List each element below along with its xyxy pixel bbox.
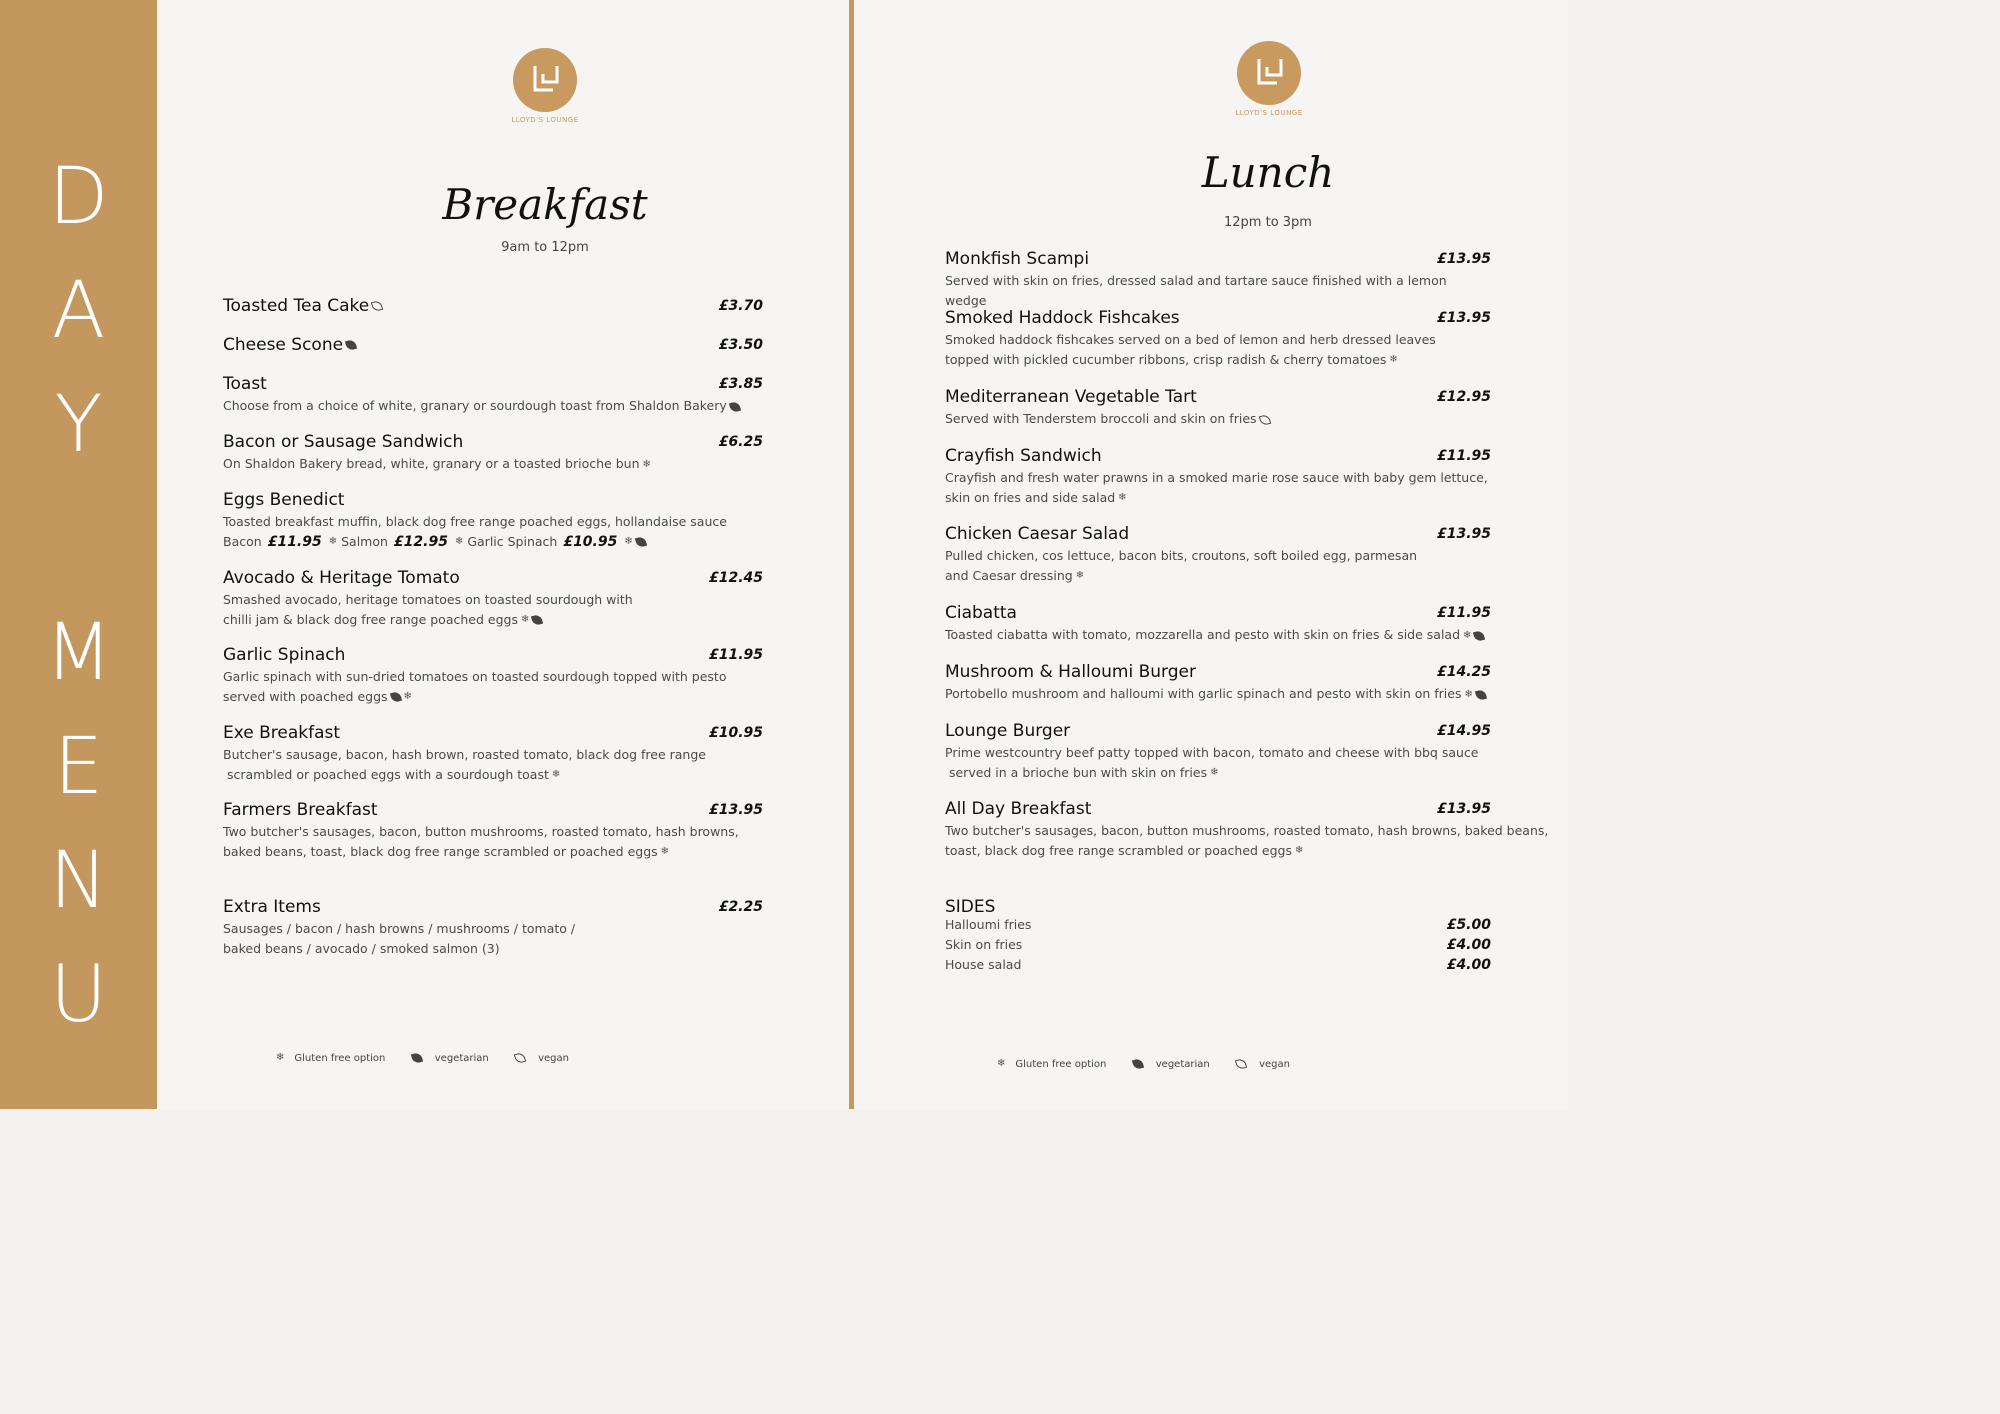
sidebar-letter: E bbox=[53, 722, 104, 812]
item-name: Smoked Haddock Fishcakes bbox=[945, 308, 1180, 328]
option-price: £11.95 bbox=[267, 533, 322, 550]
item-price: £13.95 bbox=[1436, 801, 1491, 817]
menu-item bbox=[945, 308, 1491, 370]
option-price: £10.95 bbox=[563, 533, 618, 550]
item-price: £11.95 bbox=[1436, 448, 1491, 464]
gluten-free-icon: ❄ bbox=[660, 846, 670, 858]
menu-item bbox=[223, 645, 763, 707]
gluten-free-icon: ❄ bbox=[1463, 629, 1472, 641]
menu-item bbox=[945, 524, 1491, 586]
item-description: Toasted ciabatta with tomato, mozzarella and pesto with skin on fries & side salad bbox=[945, 627, 1461, 642]
vegan-icon bbox=[1235, 1057, 1247, 1069]
logo-mark-icon bbox=[513, 48, 577, 112]
item-description: Pulled chicken, cos lettuce, bacon bits, croutons, soft boiled egg, parmesan bbox=[945, 548, 1418, 563]
lunch-hours: 12pm to 3pm bbox=[1224, 215, 1312, 230]
vegetarian-icon bbox=[1473, 629, 1485, 641]
item-name: All Day Breakfast bbox=[945, 799, 1092, 819]
item-name: Lounge Burger bbox=[945, 721, 1071, 741]
brand-logo bbox=[485, 48, 605, 124]
vegetarian-icon bbox=[410, 1051, 422, 1063]
gluten-free-icon: ❄ bbox=[520, 614, 530, 626]
item-description: On Shaldon Bakery bread, white, granary or a toasted brioche bun bbox=[223, 456, 640, 471]
item-description: Butcher's sausage, bacon, hash brown, roasted tomato, black dog free range bbox=[223, 747, 706, 762]
item-description: and Caesar dressing bbox=[945, 567, 1073, 583]
gluten-free-icon: ❄ bbox=[1389, 354, 1398, 366]
sides-title: SIDES bbox=[945, 897, 996, 917]
menu-item bbox=[945, 721, 1491, 783]
item-description: Garlic spinach with sun-dried tomatoes on toasted sourdough topped with pesto bbox=[223, 669, 727, 684]
item-name: Mushroom & Halloumi Burger bbox=[945, 662, 1196, 682]
item-description: served with poached eggs bbox=[223, 688, 388, 704]
item-price: £12.95 bbox=[1436, 389, 1491, 405]
gluten-free-icon: ❄ bbox=[1210, 767, 1219, 779]
item-price: £14.95 bbox=[1436, 723, 1491, 739]
lunch-title: Lunch bbox=[1201, 148, 1335, 197]
menu-item bbox=[945, 446, 1491, 508]
item-description: chilli jam & black dog free range poached eggs bbox=[223, 611, 518, 627]
brand-logo bbox=[1209, 41, 1329, 117]
gluten-free-icon: ❄ bbox=[328, 536, 338, 548]
gluten-free-icon: ❄ bbox=[997, 1058, 1006, 1069]
logo-mark-icon bbox=[1237, 41, 1301, 105]
item-description: Two butcher's sausages, bacon, button mushrooms, roasted tomato, hash browns, bbox=[223, 824, 739, 839]
gluten-free-icon: ❄ bbox=[624, 536, 633, 548]
vegan-icon bbox=[514, 1051, 526, 1063]
dietary-legend bbox=[994, 1058, 1310, 1070]
menu-item bbox=[223, 374, 763, 416]
item-description: Served with Tenderstem broccoli and skin on fries bbox=[945, 411, 1257, 426]
item-name: Eggs Benedict bbox=[223, 490, 345, 510]
sidebar-letter: U bbox=[49, 950, 108, 1040]
menu-item bbox=[223, 490, 763, 552]
item-name: Cheese Scone bbox=[223, 335, 344, 355]
item-name: Toasted Tea Cake bbox=[223, 296, 370, 316]
item-description: Crayfish and fresh water prawns in a smoked marie rose sauce with baby gem lettuce, bbox=[945, 470, 1488, 485]
item-price: £13.95 bbox=[1436, 251, 1491, 267]
item-price: £13.95 bbox=[1436, 310, 1491, 326]
gluten-free-icon: ❄ bbox=[551, 769, 561, 781]
item-price: £3.50 bbox=[718, 337, 763, 353]
item-name: Avocado & Heritage Tomato bbox=[223, 568, 460, 588]
item-description: Portobello mushroom and halloumi with garlic spinach and pesto with skin on fries bbox=[945, 686, 1462, 701]
sidebar-letter: D bbox=[48, 152, 109, 242]
logo-caption: LLOYD'S LOUNGE bbox=[1235, 109, 1303, 117]
breakfast-hours: 9am to 12pm bbox=[501, 240, 589, 255]
vegan-icon bbox=[371, 300, 383, 312]
gluten-free-icon: ❄ bbox=[1075, 570, 1085, 582]
breakfast-title: Breakfast bbox=[442, 180, 648, 229]
item-description: topped with pickled cucumber ribbons, crisp radish & cherry tomatoes bbox=[945, 351, 1387, 367]
item-description: Sausages / bacon / hash browns / mushrooms / tomato / bbox=[223, 921, 576, 936]
menu-item bbox=[945, 662, 1491, 704]
item-name: Extra Items bbox=[223, 897, 321, 917]
menu-item bbox=[223, 897, 763, 958]
item-description: Choose from a choice of white, granary or sourdough toast from Shaldon Bakery bbox=[223, 398, 727, 413]
item-description: Served with skin on fries, dressed salad and tartare sauce finished with a lemon wedge bbox=[945, 273, 1447, 308]
item-description: Toasted breakfast muffin, black dog free range poached eggs, hollandaise sauce bbox=[223, 514, 727, 529]
dietary-legend bbox=[273, 1052, 589, 1064]
menu-item bbox=[223, 723, 763, 785]
item-description: Smoked haddock fishcakes served on a bed of lemon and herb dressed leaves bbox=[945, 332, 1436, 347]
sidebar bbox=[0, 0, 157, 1109]
option-label: Garlic Spinach bbox=[467, 533, 558, 549]
option-price: £12.95 bbox=[393, 533, 448, 550]
item-name: Crayfish Sandwich bbox=[945, 446, 1102, 466]
item-price: £3.70 bbox=[718, 298, 763, 314]
item-price: £2.25 bbox=[718, 899, 763, 915]
gluten-free-icon: ❄ bbox=[642, 458, 651, 470]
item-price: £3.85 bbox=[718, 376, 763, 392]
vegan-icon bbox=[1258, 413, 1270, 425]
item-price: £12.45 bbox=[708, 570, 763, 586]
item-name: Exe Breakfast bbox=[223, 723, 341, 743]
side-row bbox=[945, 957, 1491, 977]
item-price: £11.95 bbox=[1436, 605, 1491, 621]
gluten-free-icon: ❄ bbox=[403, 691, 412, 703]
item-options bbox=[223, 532, 763, 553]
sidebar-letter: Y bbox=[54, 380, 103, 470]
option-label: Bacon bbox=[223, 533, 262, 549]
item-price: £13.95 bbox=[1436, 526, 1491, 542]
side-row bbox=[945, 917, 1491, 937]
sidebar-letter: A bbox=[51, 266, 106, 356]
item-price: £10.95 bbox=[708, 725, 763, 741]
item-description: scrambled or poached eggs with a sourdough toast bbox=[223, 766, 549, 782]
vegetarian-icon bbox=[729, 400, 741, 412]
item-description: served in a brioche bun with skin on fries bbox=[945, 764, 1208, 780]
item-name: Garlic Spinach bbox=[223, 645, 346, 665]
menu-item bbox=[223, 335, 763, 355]
side-name: House salad bbox=[945, 957, 1022, 972]
menu-item bbox=[223, 800, 763, 862]
menu-item bbox=[945, 799, 1549, 861]
vegetarian-icon bbox=[1475, 688, 1487, 700]
legend-vegan: vegan bbox=[538, 1052, 569, 1064]
side-price: £4.00 bbox=[1446, 937, 1491, 953]
sidebar-letter: M bbox=[44, 608, 113, 698]
option-label: Salmon bbox=[341, 533, 388, 549]
menu-item bbox=[223, 296, 763, 316]
side-price: £4.00 bbox=[1446, 957, 1491, 973]
side-name: Skin on fries bbox=[945, 937, 1023, 952]
vegetarian-icon bbox=[1131, 1057, 1143, 1069]
lunch-page bbox=[854, 0, 1568, 1109]
gluten-free-icon: ❄ bbox=[276, 1052, 285, 1063]
item-description: toast, black dog free range scrambled or poached eggs bbox=[945, 842, 1292, 858]
item-description: Smashed avocado, heritage tomatoes on toasted sourdough with bbox=[223, 592, 633, 607]
item-description: Two butcher's sausages, bacon, button mushrooms, roasted tomato, hash browns, baked beans, bbox=[945, 823, 1549, 838]
vegetarian-icon bbox=[389, 691, 401, 703]
item-name: Monkfish Scampi bbox=[945, 249, 1090, 269]
item-description: baked beans, toast, black dog free range scrambled or poached eggs bbox=[223, 843, 658, 859]
legend-gluten: Gluten free option bbox=[294, 1052, 386, 1064]
item-description: baked beans / avocado / smoked salmon (3) bbox=[223, 940, 500, 956]
item-name: Bacon or Sausage Sandwich bbox=[223, 432, 464, 452]
item-price: £11.95 bbox=[708, 647, 763, 663]
vegetarian-icon bbox=[635, 536, 647, 548]
item-name: Farmers Breakfast bbox=[223, 800, 378, 820]
legend-vegan: vegan bbox=[1259, 1058, 1290, 1070]
item-price: £14.25 bbox=[1436, 664, 1491, 680]
side-price: £5.00 bbox=[1446, 917, 1491, 933]
vegetarian-icon bbox=[531, 614, 543, 626]
item-name: Ciabatta bbox=[945, 603, 1017, 623]
logo-caption: LLOYD'S LOUNGE bbox=[511, 116, 579, 124]
menu-item bbox=[945, 249, 1491, 310]
gluten-free-icon: ❄ bbox=[454, 536, 464, 548]
item-price: £13.95 bbox=[708, 802, 763, 818]
side-name: Halloumi fries bbox=[945, 917, 1032, 932]
item-name: Toast bbox=[223, 374, 267, 394]
item-price: £6.25 bbox=[718, 434, 763, 450]
sidebar-letter: N bbox=[49, 836, 108, 926]
menu-item bbox=[223, 432, 763, 474]
item-name: Mediterranean Vegetable Tart bbox=[945, 387, 1197, 407]
menu-item bbox=[945, 603, 1491, 645]
item-name: Chicken Caesar Salad bbox=[945, 524, 1130, 544]
vegetarian-icon bbox=[345, 339, 357, 351]
sides-section bbox=[945, 897, 1491, 977]
item-description: Prime westcountry beef patty topped with bacon, tomato and cheese with bbq sauce bbox=[945, 745, 1479, 760]
legend-vegetarian: vegetarian bbox=[434, 1052, 489, 1064]
legend-gluten: Gluten free option bbox=[1015, 1058, 1107, 1070]
gluten-free-icon: ❄ bbox=[1118, 492, 1127, 504]
breakfast-page bbox=[157, 0, 849, 1109]
legend-vegetarian: vegetarian bbox=[1155, 1058, 1210, 1070]
item-description: skin on fries and side salad bbox=[945, 489, 1116, 505]
menu-item bbox=[945, 387, 1491, 429]
side-row bbox=[945, 937, 1491, 957]
gluten-free-icon: ❄ bbox=[1464, 688, 1473, 700]
menu-item bbox=[223, 568, 763, 630]
gluten-free-icon: ❄ bbox=[1295, 845, 1304, 857]
